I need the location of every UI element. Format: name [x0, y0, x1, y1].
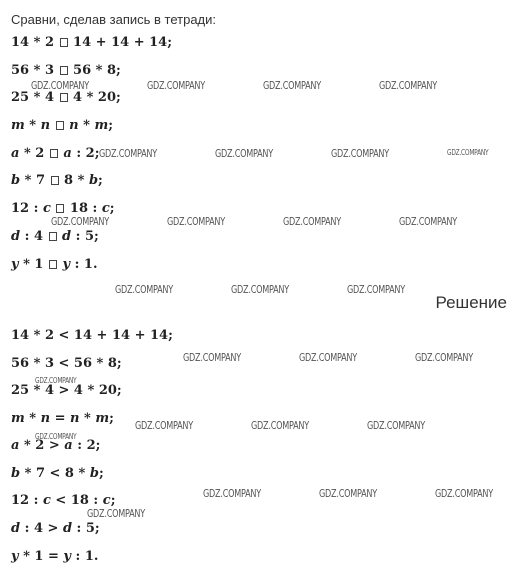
expression-text: = — [50, 411, 71, 426]
task-line-9 — [11, 257, 98, 272]
variable: m — [11, 118, 25, 133]
expression-text: ; — [110, 493, 116, 508]
watermark-text: GDZ.COMPANY — [31, 79, 89, 92]
expression-text: 12 : — [11, 201, 43, 216]
solution-line-1 — [11, 328, 173, 343]
expression-text: 12 : — [11, 493, 43, 508]
variable: c — [102, 493, 111, 508]
expression-text — [51, 201, 56, 216]
watermark-text: GDZ.COMPANY — [331, 147, 389, 160]
watermark-text: GDZ.COMPANY — [51, 215, 109, 228]
variable: a — [63, 146, 72, 161]
watermark-text: GDZ.COMPANY — [447, 148, 489, 157]
task-line-2 — [11, 63, 121, 78]
task-line-8 — [11, 229, 99, 244]
watermark-text: GDZ.COMPANY — [399, 215, 457, 228]
expression-text: < 18 : — [50, 493, 103, 508]
expression-text: 14 * 2 — [11, 35, 59, 50]
expression-text: 25 * 4 — [11, 90, 59, 105]
expression-text: ; — [109, 201, 115, 216]
watermark-text: GDZ.COMPANY — [115, 283, 173, 296]
expression-text: : 4 > — [20, 521, 63, 536]
variable: c — [101, 201, 110, 216]
watermark-text: GDZ.COMPANY — [251, 419, 309, 432]
solution-line-3 — [11, 383, 122, 398]
expression-text: * 2 — [19, 146, 49, 161]
expression-text: * 7 — [20, 173, 50, 188]
watermark-text: GDZ.COMPANY — [99, 147, 157, 160]
expression-text: 56 * 3 < 56 * 8; — [11, 356, 122, 371]
solution-line-6 — [11, 466, 104, 481]
expression-text: : 2; — [72, 438, 101, 453]
variable: y — [11, 257, 19, 272]
comparison-box — [49, 260, 57, 269]
watermark-text: GDZ.COMPANY — [231, 283, 289, 296]
task-line-6 — [11, 173, 103, 188]
task-instruction: Сравни, сделав запись в тетради: — [11, 12, 217, 27]
expression-text: 14 + 14 + 14; — [68, 35, 173, 50]
watermark-text: GDZ.COMPANY — [35, 376, 77, 385]
solution-line-8 — [11, 521, 100, 536]
variable: a — [64, 438, 73, 453]
variable: b — [88, 173, 99, 188]
solution-heading: Решение — [435, 293, 507, 312]
watermark-text: GDZ.COMPANY — [319, 487, 377, 500]
variable: b — [11, 173, 21, 188]
comparison-box — [49, 232, 57, 241]
expression-text: * — [24, 118, 41, 133]
variable: d — [11, 521, 21, 536]
watermark-text: GDZ.COMPANY — [35, 432, 77, 441]
expression-text: 8 * — [59, 173, 89, 188]
variable: a — [11, 438, 20, 453]
expression-text: 14 * 2 < 14 + 14 + 14; — [11, 328, 173, 343]
expression-text: : 5; — [72, 521, 100, 536]
solution-line-9 — [11, 549, 98, 564]
expression-text: : 1. — [70, 549, 99, 564]
variable: d — [11, 229, 21, 244]
watermark-text: GDZ.COMPANY — [263, 79, 321, 92]
watermark-text: GDZ.COMPANY — [135, 419, 193, 432]
comparison-box — [50, 149, 58, 158]
expression-text: : 5; — [71, 229, 99, 244]
variable: d — [62, 521, 73, 536]
expression-text: * 7 < 8 * — [20, 466, 90, 481]
watermark-text: GDZ.COMPANY — [87, 507, 145, 520]
variable: y — [11, 549, 19, 564]
watermark-text: GDZ.COMPANY — [367, 419, 425, 432]
variable: m — [94, 118, 109, 133]
variable: c — [42, 201, 51, 216]
variable: b — [11, 466, 21, 481]
task-line-4 — [11, 118, 113, 133]
watermark-text: GDZ.COMPANY — [435, 487, 493, 500]
variable: n — [69, 118, 79, 133]
solution-line-4 — [11, 411, 114, 426]
watermark-text: GDZ.COMPANY — [215, 147, 273, 160]
variable: n — [40, 118, 51, 133]
expression-text: 56 * 3 — [11, 63, 59, 78]
variable: b — [89, 466, 99, 481]
variable: a — [11, 146, 20, 161]
comparison-box — [60, 38, 68, 47]
task-line-5 — [11, 146, 100, 161]
expression-text: * 2 > — [19, 438, 65, 453]
variable: d — [62, 229, 72, 244]
variable: n — [70, 411, 80, 426]
expression-text: * — [78, 118, 95, 133]
watermark-text: GDZ.COMPANY — [299, 351, 357, 364]
comparison-box — [56, 121, 64, 130]
expression-text: : 2; — [71, 146, 100, 161]
watermark-text: GDZ.COMPANY — [203, 487, 261, 500]
comparison-box — [56, 204, 64, 213]
watermark-text: GDZ.COMPANY — [167, 215, 225, 228]
expression-text: ; — [98, 173, 103, 188]
watermark-text: GDZ.COMPANY — [147, 79, 205, 92]
watermark-text: GDZ.COMPANY — [415, 351, 473, 364]
expression-text: * — [24, 411, 41, 426]
variable: c — [42, 493, 51, 508]
expression-text: ; — [109, 411, 114, 426]
variable: y — [62, 257, 71, 272]
expression-text: 25 * 4 > 4 * 20; — [11, 383, 122, 398]
expression-text: 56 * 8; — [68, 63, 121, 78]
expression-text — [50, 118, 55, 133]
solution-line-7 — [11, 493, 116, 508]
task-line-3 — [11, 90, 121, 105]
watermark-text: GDZ.COMPANY — [183, 351, 241, 364]
comparison-box — [60, 93, 68, 102]
expression-text: * 1 — [18, 257, 48, 272]
task-line-1 — [11, 35, 172, 50]
variable: m — [95, 411, 110, 426]
watermark-text: GDZ.COMPANY — [347, 283, 405, 296]
watermark-text: GDZ.COMPANY — [379, 79, 437, 92]
expression-text: 4 * 20; — [68, 90, 121, 105]
variable: m — [11, 411, 25, 426]
expression-text: : 1. — [70, 257, 98, 272]
comparison-box — [51, 176, 59, 185]
task-line-7 — [11, 201, 115, 216]
expression-text: * — [79, 411, 96, 426]
expression-text: * 1 = — [18, 549, 64, 564]
solution-line-2 — [11, 356, 122, 371]
expression-text: 18 : — [65, 201, 102, 216]
expression-text: ; — [108, 118, 114, 133]
variable: n — [40, 411, 51, 426]
expression-text: ; — [98, 466, 104, 481]
comparison-box — [60, 66, 68, 75]
expression-text: : 4 — [20, 229, 48, 244]
variable: y — [63, 549, 71, 564]
watermark-text: GDZ.COMPANY — [283, 215, 341, 228]
